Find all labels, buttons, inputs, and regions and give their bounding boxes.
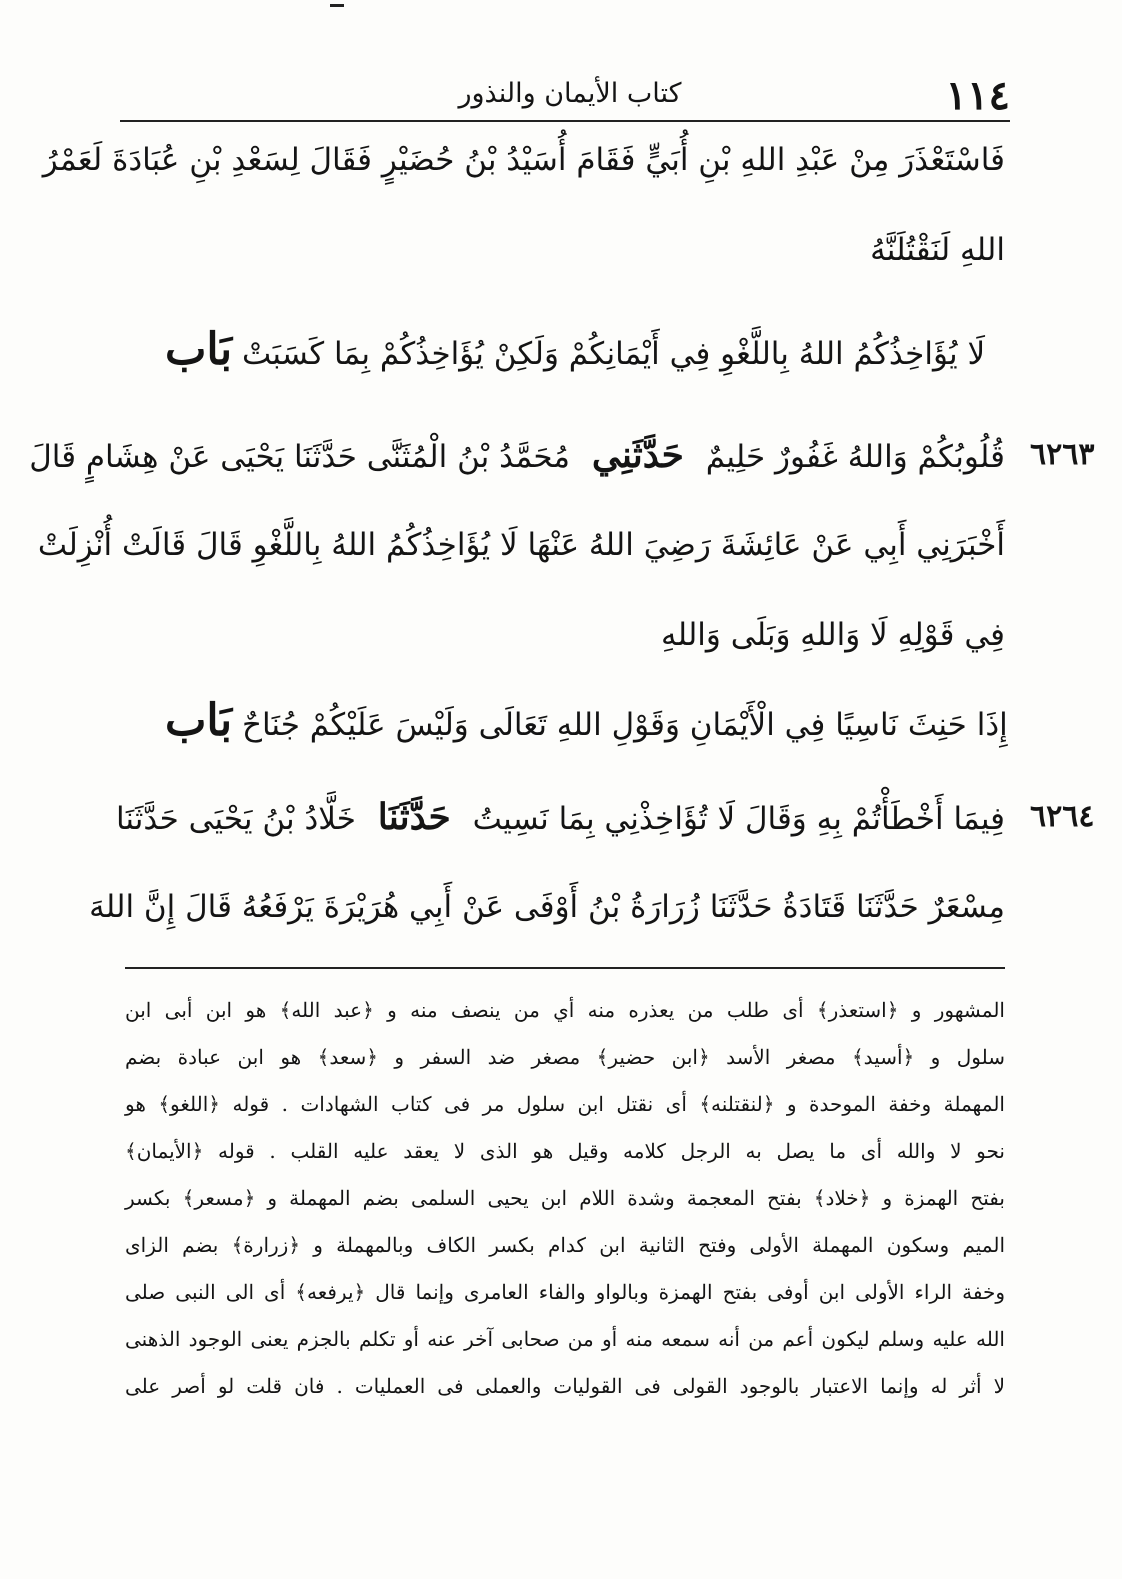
hadith-text: خَلَّادُ بْنُ يَحْيَى حَدَّثَنَا — [115, 801, 356, 837]
commentary-line: المهملة وخفة الموحدة و ﴿لنقتلنه﴾ أى نقتل ابن سلول مر فى كتاب الشهادات . قوله ﴿اللغو﴾ هو — [125, 1092, 1005, 1116]
header-dash — [330, 4, 344, 7]
commentary-line: لا أثر له وإنما الاعتبار بالوجود القولى فى القوليات والعملى فى العمليات . فان قلت لو أصر على — [125, 1374, 1005, 1398]
page-header — [120, 60, 1010, 120]
hadith-line: أَخْبَرَنِي أَبِي عَنْ عَائِشَةَ رَضِيَ اللهُ عَنْهَا لَا يُؤَاخِذُكُمُ اللهُ بِاللَّغْوِ قَالَ قَالَتْ أُنْزِلَتْ — [37, 527, 1005, 563]
commentary-line: المشهور و ﴿استعذر﴾ أى طلب من يعذره منه أي من ينصف منه و ﴿عبد الله﴾ هو ابن أبى ابن — [125, 998, 1005, 1022]
hadith-text: مُحَمَّدُ بْنُ الْمُثَنَّى حَدَّثَنَا يَحْيَى عَنْ هِشَامٍ قَالَ — [29, 439, 570, 475]
bab-label: بَاب — [165, 695, 233, 746]
bab-label: بَاب — [165, 324, 233, 375]
commentary-line: نحو لا والله أى ما يصل به الرجل كلامه وقيل هو الذى لا يعقد عليه القلب . قوله ﴿الأيمان﴾ — [125, 1139, 1005, 1163]
hadith-line — [115, 787, 1005, 847]
commentary-line: بفتح الهمزة و ﴿خلاد﴾ بفتح المعجمة وشدة اللام ابن يحيى السلمى بضم المهملة و ﴿مسعر﴾ بكسر — [125, 1186, 1005, 1210]
chapter-heading — [125, 318, 1005, 382]
chapter-heading — [125, 689, 1008, 753]
chapter-heading-text: لَا يُؤَاخِذُكُمُ اللهُ بِاللَّغْوِ فِي أَيْمَانِكُمْ وَلَكِنْ يُؤَاخِذُكُمْ بِمَا كَسَبَتْ — [241, 336, 986, 372]
main-text-line: اللهِ لَنَقْتُلَنَّهُ — [870, 232, 1005, 268]
commentary-line: وخفة الراء الأولى ابن أوفى بفتح الهمزة وبالواو والفاء العامرى وإنما قال ﴿يرفعه﴾ أى الى النبى صلى — [125, 1280, 1005, 1304]
hadith-line: مِسْعَرٌ حَدَّثَنَا قَتَادَةُ حَدَّثَنَا زُرَارَةُ بْنُ أَوْفَى عَنْ أَبِي هُرَيْرَةَ يَرْفَعُهُ قَالَ إِنَّ اللهَ — [89, 889, 1005, 925]
hadith-text: قُلُوبُكُمْ وَاللهُ غَفُورٌ حَلِيمٌ — [705, 439, 1005, 475]
commentary-line: الله عليه وسلم ليكون أعم من أنه سمعه منه أو من صحابى آخر عنه أو تكلم بالجزم يعنى الوجود الذهنى — [125, 1327, 1005, 1351]
chapter-heading-text: إِذَا حَنِثَ نَاسِيًا فِي الْأَيْمَانِ وَقَوْلِ اللهِ تَعَالَى وَلَيْسَ عَلَيْكُمْ جُنَاحٌ — [241, 707, 1008, 743]
book-title: كتاب الأيمان والنذور — [458, 78, 682, 109]
hadith-text: فِيمَا أَخْطَأْتُمْ بِهِ وَقَالَ لَا تُؤَاخِذْنِي بِمَا نَسِيتُ — [472, 801, 1005, 837]
main-text-line: فَاسْتَعْذَرَ مِنْ عَبْدِ اللهِ بْنِ أُبَيٍّ فَقَامَ أُسَيْدُ بْنُ حُضَيْرٍ فَقَالَ لِسَعْدِ بْنِ عُبَادَةَ لَعَمْرُ — [42, 142, 1005, 178]
narration-keyword: حَدَّثَنَا — [377, 796, 451, 838]
hadith-number: ٦٢٦٣ — [1030, 437, 1095, 472]
page-number: ١١٤ — [945, 72, 1010, 119]
commentary-line: الميم وسكون المهملة الأولى وفتح الثانية ابن كدام بكسر الكاف وبالمهملة و ﴿زرارة﴾ بضم الزاى — [125, 1233, 1005, 1257]
commentary-rule — [125, 967, 1005, 969]
header-rule — [120, 120, 1010, 122]
hadith-line — [29, 425, 1005, 485]
commentary-line: سلول و ﴿أسيد﴾ مصغر الأسد ﴿ابن حضير﴾ مصغر ضد السفر و ﴿سعد﴾ هو ابن عبادة بضم — [125, 1045, 1005, 1069]
hadith-number: ٦٢٦٤ — [1030, 799, 1095, 834]
narration-keyword: حَدَّثَنِي — [591, 434, 684, 476]
hadith-line: فِي قَوْلِهِ لَا وَاللهِ وَبَلَى وَاللهِ — [660, 617, 1005, 653]
